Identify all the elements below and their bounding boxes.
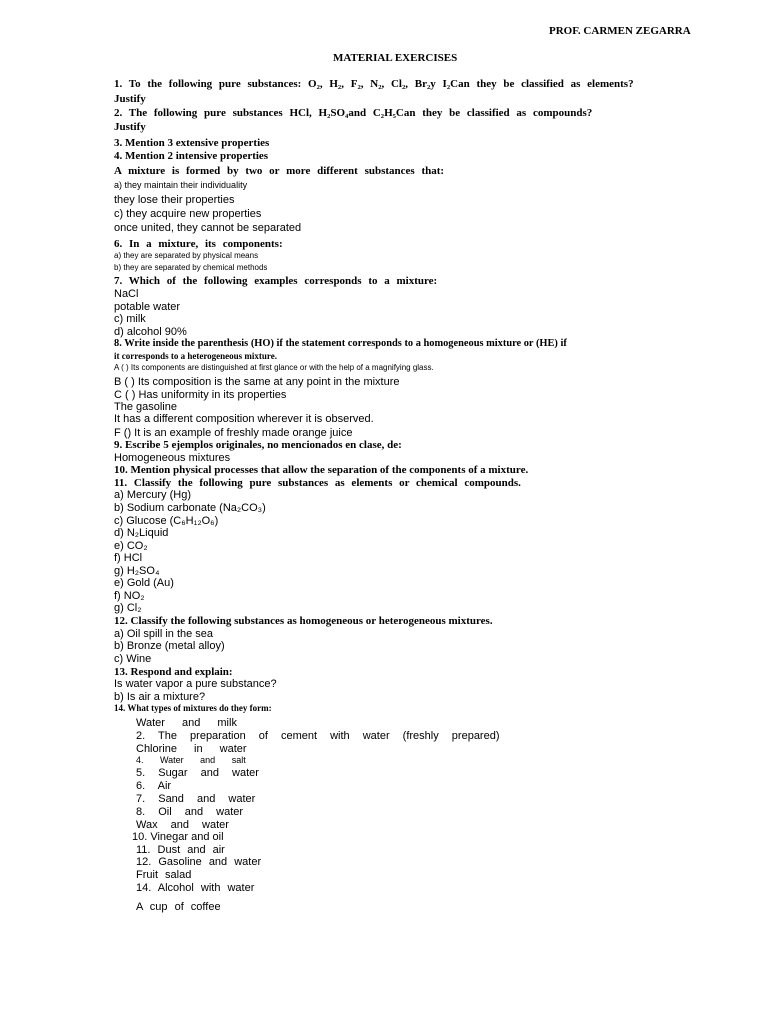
question-11-item-i: f) NO₂ (114, 590, 145, 602)
question-13-item-b: b) Is air a mixture? (114, 691, 206, 703)
question-12-item-a: a) Oil spill in the sea (114, 628, 214, 640)
q14-item-8: 8. Oil and water (136, 806, 244, 818)
q14-item-9: Wax and water (136, 819, 229, 831)
question-13-item-a: Is water vapor a pure substance? (114, 678, 277, 690)
q14-item-7: 7. Sand and water (136, 793, 256, 805)
question-11-item-f: f) HCl (114, 552, 143, 564)
q14-item-14: 14. Alcohol with water (136, 882, 255, 894)
question-11: 11. Classify the following pure substances as elements or chemical compounds. (114, 477, 521, 489)
question-5: A mixture is formed by two or more different substances that: (114, 165, 445, 177)
question-12-item-c: c) Wine (114, 653, 152, 665)
question-11-item-c: c) Glucose (C₆H₁₂O₆) (114, 515, 219, 527)
question-11-item-b: b) Sodium carbonate (Na₂CO₃) (114, 502, 266, 514)
q14-item-10: 10. Vinegar and oil (132, 831, 224, 843)
question-13: 13. Respond and explain: (114, 666, 233, 678)
question-2-justify: Justify (114, 121, 146, 133)
q14-item-2: 2. The preparation of cement with water (freshly prepared) (136, 730, 500, 742)
q14-item-4: 4. Water and salt (136, 755, 246, 765)
question-5-option-a: a) they maintain their individuality (114, 180, 248, 190)
q14-item-6: 6. Air (136, 780, 172, 792)
question-11-item-g: g) H₂SO₄ (114, 565, 160, 577)
question-8-statement-e: It has a different composition wherever it is observed. (114, 413, 374, 425)
q14-item-1: Water and milk (136, 717, 237, 729)
author-name: PROF. CARMEN ZEGARRA (549, 25, 691, 37)
question-11-item-a: a) Mercury (Hg) (114, 489, 192, 501)
question-7-option-b: potable water (114, 301, 181, 313)
question-11-item-h: e) Gold (Au) (114, 577, 174, 589)
q14-item-12: 12. Gasoline and water (136, 856, 262, 868)
question-11-item-e: e) CO₂ (114, 540, 148, 552)
question-7-option-c: c) milk (114, 313, 146, 325)
q14-item-5: 5. Sugar and water (136, 767, 259, 779)
question-3: 3. Mention 3 extensive properties (114, 137, 270, 149)
question-10: 10. Mention physical processes that allow the separation of the components of a mixture. (114, 464, 529, 476)
q14-item-15: A cup of coffee (136, 901, 221, 913)
question-1: 1. To the following pure substances: O₂, H₂, F₂, N₂, Cl₂, Br₂y I₂Can they be classified as elements? (114, 78, 634, 90)
question-5-option-d: once united, they cannot be separated (114, 222, 302, 234)
question-7-option-d: d) alcohol 90% (114, 326, 187, 338)
question-6-option-a: a) they are separated by physical means (114, 251, 259, 260)
question-9: 9. Escribe 5 ejemplos originales, no mencionados en clase, de: (114, 439, 402, 451)
question-7: 7. Which of the following examples corresponds to a mixture: (114, 275, 438, 287)
question-5-option-c: c) they acquire new properties (114, 208, 262, 220)
question-7-option-a: NaCl (114, 288, 139, 300)
question-14: 14. What types of mixtures do they form: (114, 703, 272, 713)
question-8-statement-b: B ( ) Its composition is the same at any point in the mixture (114, 376, 400, 388)
q14-item-11: 11. Dust and air (136, 844, 225, 856)
question-2: 2. The following pure substances HCl, H₂SO₄and C₂H₅Can they be classified as compounds? (114, 107, 593, 119)
question-8: 8. Write inside the parenthesis (HO) if the statement corresponds to a homogeneous mixture or (HE) if (114, 338, 567, 349)
question-12: 12. Classify the following substances as homogeneous or heterogeneous mixtures. (114, 615, 493, 627)
page-title: MATERIAL EXERCISES (333, 52, 458, 64)
question-8-statement-f: F () It is an example of freshly made orange juice (114, 427, 353, 439)
question-11-item-j: g) Cl₂ (114, 602, 142, 614)
question-12-item-b: b) Bronze (metal alloy) (114, 640, 225, 652)
question-11-item-d: d) N₂Liquid (114, 527, 169, 539)
q14-item-13: Fruit salad (136, 869, 192, 881)
question-1-justify: Justify (114, 93, 146, 105)
question-4: 4. Mention 2 intensive properties (114, 150, 269, 162)
question-8-statement-d: The gasoline (114, 401, 177, 413)
question-6: 6. In a mixture, its components: (114, 238, 283, 250)
question-8-statement-c: C ( ) Has uniformity in its properties (114, 389, 287, 401)
question-8-statement-a: A ( ) Its components are distinguished at first glance or with the help of a magnifying glass. (114, 363, 434, 372)
question-6-option-b: b) they are separated by chemical methods (114, 263, 268, 272)
question-8-continued: it corresponds to a heterogeneous mixture. (114, 351, 277, 361)
question-9-subtitle: Homogeneous mixtures (114, 452, 231, 464)
question-5-option-b: they lose their properties (114, 194, 235, 206)
q14-item-3: Chlorine in water (136, 743, 247, 755)
